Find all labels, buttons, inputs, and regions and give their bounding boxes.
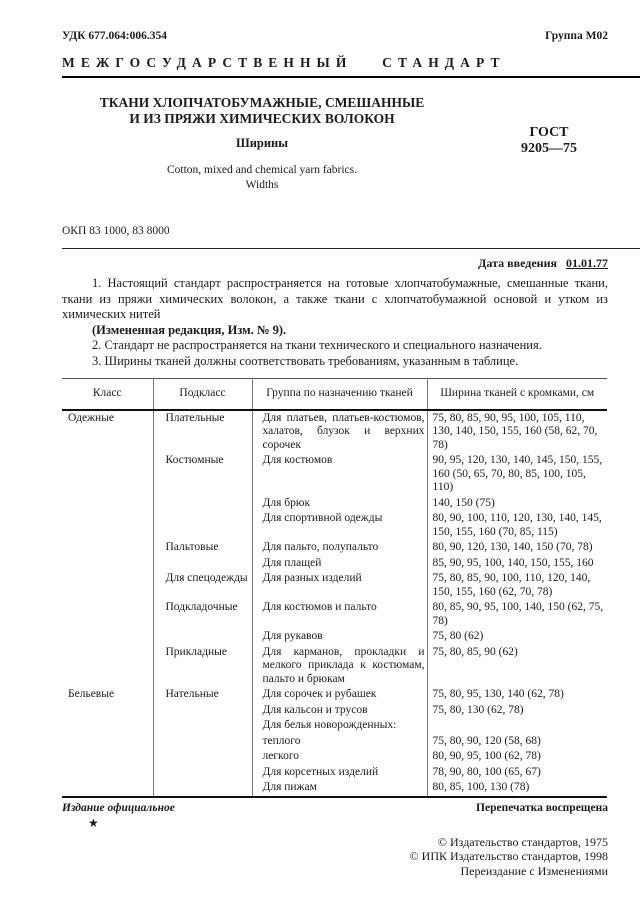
document-title-en-line2: Widths [245,179,279,191]
cell-subclass [153,703,252,719]
table-row [62,734,607,750]
cell-group: Для пижам [252,780,427,797]
document-title-line1: ТКАНИ ХЛОПЧАТОБУМАЖНЫЕ, СМЕШАННЫЕ [99,95,425,110]
column-header-class: Класс [62,379,153,410]
cell-widths: 75, 80, 130 (62, 78) [427,703,607,719]
table-row [62,600,607,629]
cell-subclass: Пальтовые [153,540,252,556]
cell-widths: 75, 80, 90, 120 (58, 68) [427,734,607,750]
reissue-note: Переиздание с Изменениями [460,863,608,878]
cell-widths: 75, 80, 85, 90, 95, 100, 105, 110, 130, 140, 150, 155, 160 (58, 62, 70, 78) [427,410,607,454]
cell-widths: 75, 80, 85, 90, 100, 110, 120, 140, 150, 155, 160 (62, 70, 78) [427,571,607,600]
table-row [62,645,607,688]
cell-widths: 90, 95, 120, 130, 140, 145, 150, 155, 160 (50, 65, 70, 80, 85, 100, 105, 110) [427,453,607,496]
cell-subclass: Костюмные [153,453,252,496]
cell-class [62,453,153,496]
cell-class [62,703,153,719]
cell-class [62,718,153,734]
cell-group: легкого [252,749,427,765]
table-row [62,718,607,734]
copyright-block [62,835,608,879]
cell-widths [427,718,607,734]
cell-class: Одежные [68,411,115,424]
paragraph-1-note: (Измененная редакция, Изм. № 9). [92,322,287,337]
cell-group: Для пальто, полупальто [252,540,427,556]
cell-group: Для костюмов и пальто [252,600,427,629]
gost-label: ГОСТ [529,125,569,140]
standard-type-heading: МЕЖГОСУДАРСТВЕННЫЙ СТАНДАРТ [62,55,640,78]
header-divider [62,248,640,249]
cell-widths: 140, 150 (75) [427,496,607,512]
table-header-row [62,379,607,410]
cell-group: Для плащей [252,556,427,572]
cell-subclass [153,556,252,572]
cell-class [62,734,153,750]
cell-subclass [153,780,252,797]
cell-subclass: Прикладные [153,645,252,688]
cell-group: Для сорочек и рубашек [252,687,427,703]
okp-codes: ОКП 83 1000, 83 8000 [62,225,170,237]
copyright-1975: © Издательство стандартов, 1975 [437,834,608,849]
document-subtitle: Ширины [235,136,289,150]
table-row [62,511,607,540]
cell-class [62,629,153,645]
cell-subclass: Нательные [153,687,252,703]
cell-subclass [153,749,252,765]
cell-class [62,556,153,572]
table-row [62,765,607,781]
cell-widths: 80, 90, 100, 110, 120, 130, 140, 145, 150, 155, 160 (70, 85, 115) [427,511,607,540]
fabric-widths-table [62,378,607,798]
copyright-1998: © ИПК Издательство стандартов, 1998 [409,849,608,863]
cell-widths: 75, 80, 85, 90 (62) [427,645,607,688]
official-edition-label: Издание официальное [62,801,175,814]
cell-group: теплого [252,734,427,750]
reprint-prohibited-label: Перепечатка воспрещена [476,801,608,814]
paragraph-2: 2. Стандарт не распространяется на ткани технического и специального назначения. [92,338,542,352]
column-header-group: Группа по назначению тканей [252,379,427,410]
cell-class [62,496,153,512]
cell-class [62,749,153,765]
paragraph-3: 3. Ширины тканей должны соответствовать требованиям, указанным в таблице. [92,353,519,368]
udk-number: УДК 677.064:006.354 [62,30,167,42]
table-row [62,571,607,600]
document-topline [62,30,608,42]
table-row [62,496,607,512]
cell-class [62,765,153,781]
cell-group: Для кальсон и трусов [252,703,427,719]
cell-widths: 80, 90, 95, 100 (62, 78) [427,749,607,765]
cell-subclass [153,718,252,734]
gost-number: 9205—75 [521,141,577,156]
cell-class [62,511,153,540]
cell-group: Для корсетных изделий [252,765,427,781]
gost-designation [490,125,608,157]
cell-subclass [153,734,252,750]
table-row [62,749,607,765]
table-row [62,703,607,719]
cell-subclass [153,765,252,781]
introduction-date [62,256,608,271]
cell-group: Для спортивной одежды [252,511,427,540]
title-block [62,95,608,213]
cell-class [62,645,153,688]
footer-top-line [62,802,608,814]
document-title-line2: И ИЗ ПРЯЖИ ХИМИЧЕСКИХ ВОЛОКОН [129,111,395,126]
cell-widths: 78, 90, 80, 100 (65, 67) [427,765,607,781]
cell-group: Для костюмов [252,453,427,496]
cell-group: Для карманов, прокладки и мелкого приклада к костюмам, пальто и брюкам [252,645,427,688]
date-value: 01.01.77 [566,256,608,270]
cell-subclass: Для спецодежды [153,571,252,600]
column-header-widths: Ширина тканей с кромками, см [427,379,607,410]
cell-class [62,780,153,797]
table-row [62,556,607,572]
cell-subclass [153,629,252,645]
table-row [62,780,607,797]
cell-group: Для белья новорожденных: [252,718,427,734]
column-header-subclass: Подкласс [153,379,252,410]
date-label: Дата введения [478,256,557,270]
cell-subclass: Плательные [153,410,252,454]
cell-group: Для брюк [252,496,427,512]
document-title-en-line1: Cotton, mixed and chemical yarn fabrics. [166,164,357,176]
cell-class [62,540,153,556]
table-row [62,410,607,454]
cell-widths: 80, 90, 120, 130, 140, 150 (70, 78) [427,540,607,556]
cell-group: Для разных изделий [252,571,427,600]
cell-widths: 75, 80, 95, 130, 140 (62, 78) [427,687,607,703]
cell-subclass [153,511,252,540]
table-row [62,629,607,645]
cell-widths: 85, 90, 95, 100, 140, 150, 155, 160 [427,556,607,572]
cell-group: Для платьев, платьев-костюмов, халатов, блузок и верхних сорочек [252,410,427,454]
cell-class: Бельевые [68,688,115,700]
cell-widths: 80, 85, 90, 95, 100, 140, 150 (62, 75, 78) [427,600,607,629]
table-row [62,540,607,556]
paragraph-1: 1. Настоящий стандарт распространяется на готовые хлопчатобумажные, смешанные ткани, ткани из пряжи химических волокон, а также ткани с хлопчатобумажной основой и утком из химических нитей [62,276,608,321]
star-icon: ★ [88,815,99,830]
cell-subclass [153,496,252,512]
cell-widths: 80, 85, 100, 130 (78) [427,780,607,797]
cell-class [62,600,153,629]
cell-subclass: Подкладочные [153,600,252,629]
table-row [62,453,607,496]
group-code: Группа М02 [545,30,608,42]
table-row [62,687,607,703]
cell-class [62,571,153,600]
cell-group: Для рукавов [252,629,427,645]
widths-table-body [62,410,607,797]
cell-widths: 75, 80 (62) [427,629,607,645]
